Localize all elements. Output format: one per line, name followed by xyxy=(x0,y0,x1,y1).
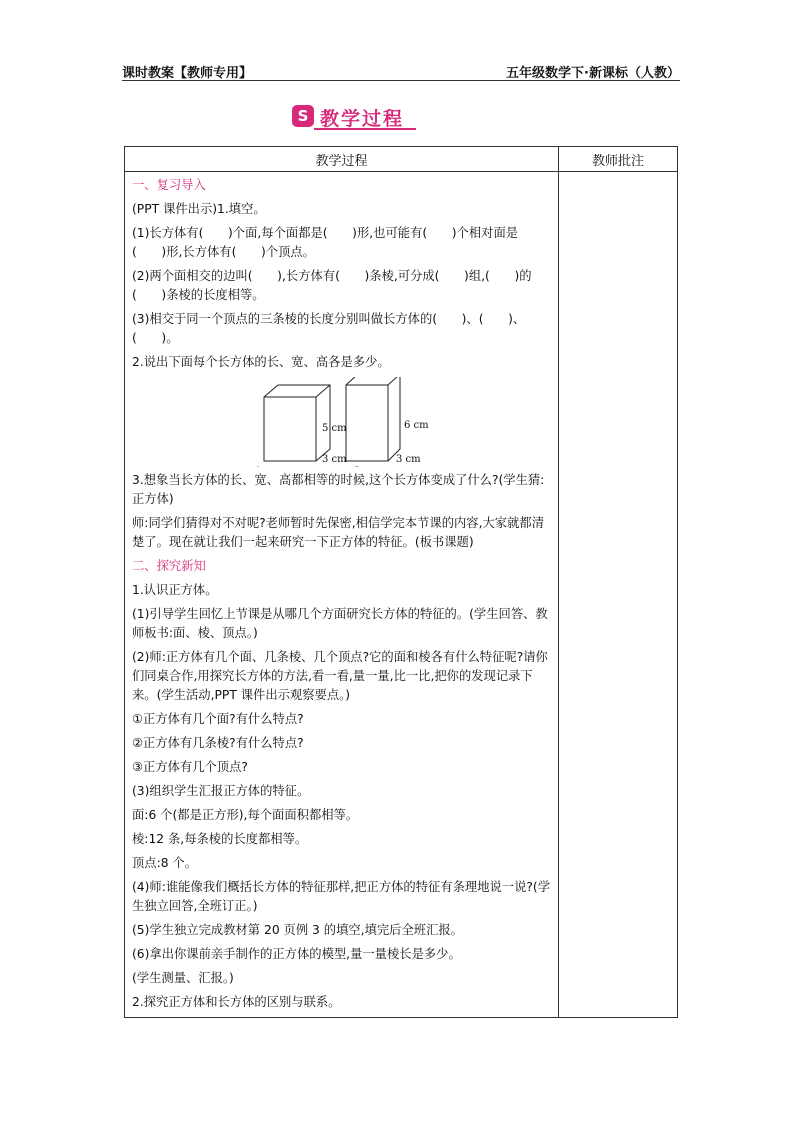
paragraph: 1.认识正方体。 xyxy=(132,583,218,597)
paragraph: (6)拿出你课前亲手制作的正方体的模型,量一量棱长是多少。 xyxy=(132,947,461,961)
paragraph: ③正方体有几个顶点? xyxy=(132,760,248,774)
header-right-title: 五年级数学下·新课标（人教） xyxy=(506,66,680,81)
paragraph: 棱:12 条,每条棱的长度都相等。 xyxy=(132,832,308,846)
paragraph: ②正方体有几条棱?有什么特点? xyxy=(132,736,304,750)
cuboid-2-height-label: 6 cm xyxy=(404,420,429,431)
lesson-table xyxy=(124,146,678,1018)
paragraph: 2.说出下面每个长方体的长、宽、高各是多少。 xyxy=(132,355,390,369)
cuboid-diagram xyxy=(132,377,552,467)
paragraph: 师:同学们猜得对不对呢?老师暂时先保密,相信学完本节课的内容,大家就都清楚了。现在就让我们一起来研究一下正方体的特征。(板书课题) xyxy=(132,516,544,549)
paragraph: (1)引导学生回忆上节课是从哪几个方面研究长方体的特征的。(学生回答、教师板书:面、棱、顶点。) xyxy=(132,607,548,640)
paragraph: (3)组织学生汇报正方体的特征。 xyxy=(132,784,310,798)
notes-cell xyxy=(559,172,678,1018)
cuboid-1 xyxy=(264,385,330,461)
paragraph: 面:6 个(都是正方形),每个面面积都相等。 xyxy=(132,808,359,822)
paragraph: 2.探究正方体和长方体的区别与联系。 xyxy=(132,995,341,1009)
paragraph: (2)两个面相交的边叫( ),长方体有( )条棱,可分成( )组,( )的( )条棱的长度相等。 xyxy=(132,269,532,302)
process-cell xyxy=(125,172,559,1018)
col-header-notes: 教师批注 xyxy=(559,147,678,172)
col-header-process: 教学过程 xyxy=(125,147,559,172)
paragraph: (PPT 课件出示)1.填空。 xyxy=(132,202,266,216)
cuboid-2 xyxy=(346,377,400,461)
paragraph: (3)相交于同一个顶点的三条棱的长度分别叫做长方体的( )、( )、( )。 xyxy=(132,312,526,345)
paragraph: (学生测量、汇报。) xyxy=(132,971,234,985)
section-banner xyxy=(292,105,416,129)
cuboid-1-height-label: 5 cm xyxy=(322,423,347,434)
banner-title: 教学过程 xyxy=(320,108,405,130)
banner-logo-icon: S xyxy=(292,105,314,127)
paragraph: (5)学生独立完成教材第 20 页例 3 的填空,填完后全班汇报。 xyxy=(132,923,463,937)
paragraph: (1)长方体有( )个面,每个面都是( )形,也可能有( )个相对面是( )形,长方体有( )个顶点。 xyxy=(132,226,519,259)
cuboid-1-length-label xyxy=(254,466,279,467)
section-heading: 二、探究新知 xyxy=(132,559,206,573)
paragraph: (4)师:谁能像我们概括长方体的特征那样,把正方体的特征有条理地说一说?(学生独立回答,全班订正。) xyxy=(132,880,550,913)
paragraph: 3.想象当长方体的长、宽、高都相等的时候,这个长方体变成了什么?(学生猜:正方体) xyxy=(132,473,545,506)
cuboid-2-length-label xyxy=(354,466,379,467)
banner-underline xyxy=(314,128,416,130)
paragraph: 顶点:8 个。 xyxy=(132,856,198,870)
cuboid-2-width-label: 3 cm xyxy=(396,454,421,465)
header-left-title: 课时教案【教师专用】 xyxy=(122,66,253,81)
paragraph: (2)师:正方体有几个面、几条棱、几个顶点?它的面和棱各有什么特征呢?请你们同桌合作,用探究长方体的方法,看一看,量一量,比一比,把你的发现记录下来。(学生活动,PPT 课件出示观察要点。) xyxy=(132,650,548,702)
cuboid-1-width-label: 3 cm xyxy=(322,454,347,465)
section-heading: 一、复习导入 xyxy=(132,178,206,192)
header-divider xyxy=(122,80,680,81)
paragraph: ①正方体有几个面?有什么特点? xyxy=(132,712,304,726)
